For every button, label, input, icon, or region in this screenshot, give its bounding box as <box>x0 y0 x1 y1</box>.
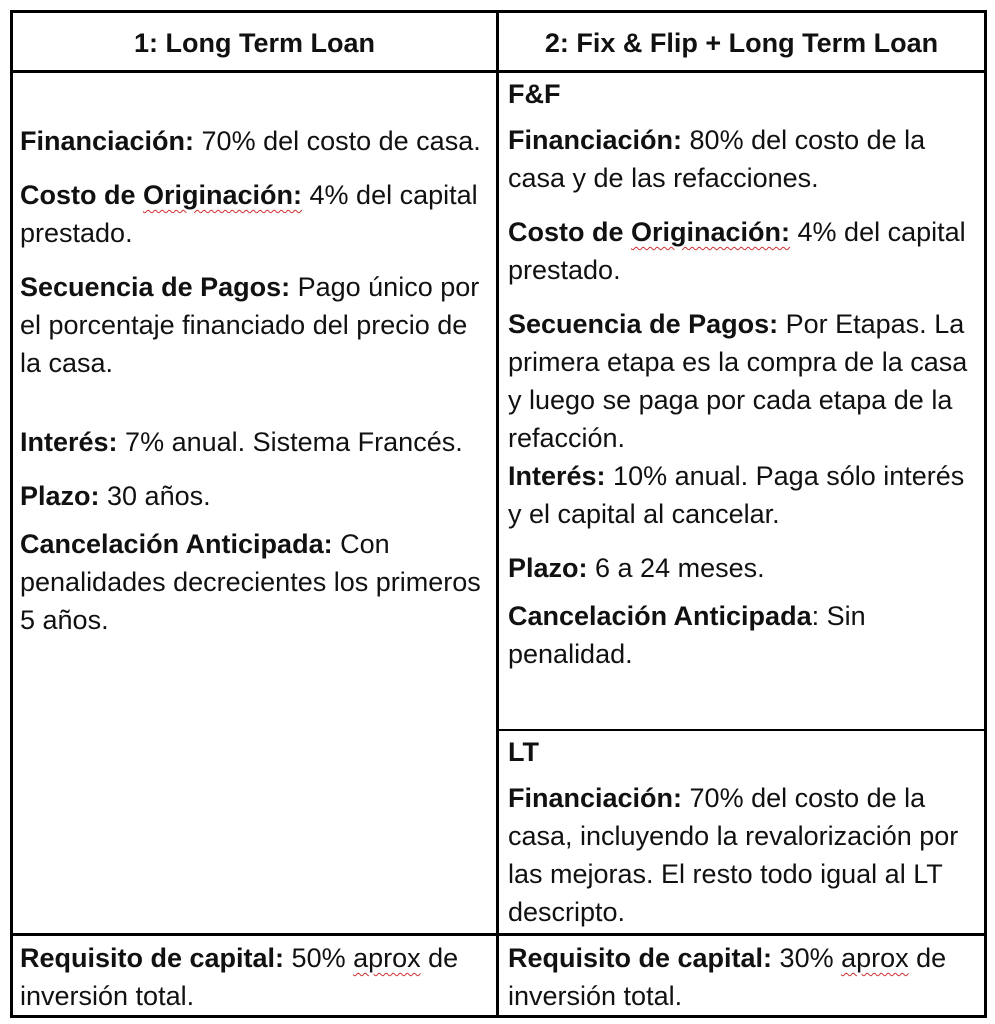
value: 30% <box>772 943 842 973</box>
label: Requisito de capital: <box>508 943 773 973</box>
value: 30 años. <box>99 481 211 511</box>
col1-secuencia <box>20 268 486 382</box>
ff-financiacion <box>508 121 980 197</box>
label: Secuencia de Pagos: <box>20 272 291 302</box>
ff-section <box>508 75 980 689</box>
label: Financiación: <box>508 783 683 813</box>
value: 50% <box>284 943 354 973</box>
col1-financiacion <box>20 122 486 160</box>
label: Costo de <box>20 180 144 210</box>
label-spellcheck: Originación: <box>631 217 791 247</box>
label: Requisito de capital: <box>20 943 285 973</box>
value: 6 a 24 meses. <box>587 553 765 583</box>
ff-originacion <box>508 213 980 289</box>
col1-cancelacion <box>20 525 486 639</box>
ff-cancelacion <box>508 597 980 673</box>
lt-title <box>508 733 980 771</box>
col1-originacion <box>20 176 486 252</box>
ff-interes <box>508 457 980 533</box>
header-fix-flip <box>499 13 984 70</box>
label: Financiación: <box>20 126 195 156</box>
value: Pago único por el porcentaje financiado del precio de la casa. <box>20 272 480 378</box>
header-col2-text: 2: Fix & Flip + Long Term Loan <box>544 28 939 58</box>
value: 7% anual. Sistema Francés. <box>117 427 463 457</box>
col1-plazo <box>20 477 486 515</box>
header-col1-text: 1: Long Term Loan <box>134 28 375 58</box>
value: 4% del capital prestado. <box>508 217 966 285</box>
col1-interes <box>20 423 486 461</box>
value-spellcheck: aprox <box>841 943 909 973</box>
border-left <box>10 10 13 1018</box>
border-ff-lt-divider <box>497 729 987 731</box>
label: Plazo: <box>508 553 588 583</box>
value: 70% del costo de casa. <box>194 126 481 156</box>
label: Secuencia de Pagos: <box>508 309 779 339</box>
lt-title-text: LT <box>508 737 539 767</box>
ff-title <box>508 75 980 113</box>
border-middle <box>496 10 499 1018</box>
footer-col1 <box>20 939 486 1015</box>
label: Interés: <box>20 427 118 457</box>
value: de inversión total. <box>508 943 947 1011</box>
lt-section <box>508 733 980 931</box>
label-spellcheck: Originación: <box>143 180 303 210</box>
label: Costo de <box>508 217 632 247</box>
value: : Sin penalidad. <box>508 601 866 669</box>
ff-secuencia <box>508 305 980 457</box>
header-long-term-loan <box>13 13 496 70</box>
col1-requisito <box>20 939 486 1015</box>
value: 10% anual. Paga sólo interés y el capital al cancelar. <box>508 461 965 529</box>
ff-title-text: F&F <box>508 79 561 109</box>
value: Con penalidades decrecientes los primeros 5 años. <box>20 529 481 635</box>
label: Interés: <box>508 461 606 491</box>
border-right <box>984 10 987 1018</box>
value: 80% del costo de la casa y de las refacciones. <box>508 125 926 193</box>
value: 4% del capital prestado. <box>20 180 478 248</box>
col1-body <box>20 122 486 655</box>
value-spellcheck: aprox <box>353 943 421 973</box>
value: 70% del costo de la casa, incluyendo la revalorización por las mejoras. El resto todo igual al LT descripto. <box>508 783 959 927</box>
footer-col2 <box>508 939 980 1015</box>
col2-requisito <box>508 939 980 1015</box>
lt-financiacion <box>508 779 980 931</box>
value: Por Etapas. La primera etapa es la compra de la casa y luego se paga por cada etapa de la refacción. <box>508 309 968 453</box>
ff-plazo <box>508 549 980 587</box>
label: Cancelación Anticipada: <box>20 529 333 559</box>
label: Financiación: <box>508 125 683 155</box>
value: de inversión total. <box>20 943 459 1011</box>
label: Plazo: <box>20 481 100 511</box>
label: Cancelación Anticipada <box>508 601 812 631</box>
